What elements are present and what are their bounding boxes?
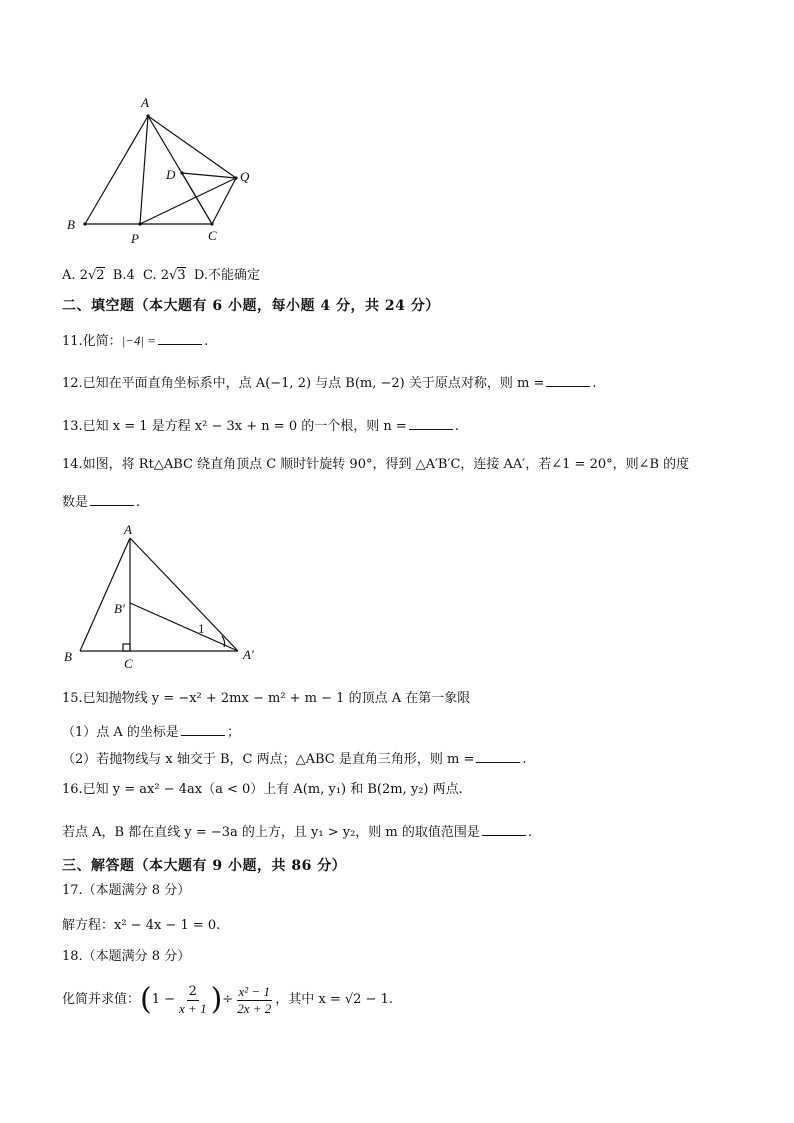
question-15-part-1 bbox=[62, 722, 240, 742]
label-a: A bbox=[124, 522, 132, 537]
fraction-2-numerator: x² − 1 bbox=[238, 983, 270, 999]
answer-blank[interactable] bbox=[546, 373, 590, 387]
q18-tail: ，其中 x = √2 − 1. bbox=[275, 992, 393, 1007]
segment-aq bbox=[148, 116, 236, 178]
question-15-part-2 bbox=[62, 749, 527, 769]
segment-ap bbox=[140, 116, 148, 224]
answer-blank[interactable] bbox=[158, 331, 202, 345]
segment-b2a2 bbox=[130, 603, 238, 651]
answer-blank[interactable] bbox=[476, 749, 520, 763]
q11-suffix: . bbox=[204, 334, 209, 349]
option-d: D.不能确定 bbox=[193, 268, 260, 283]
q16-suffix: . bbox=[527, 825, 533, 840]
q15-part2-suffix: . bbox=[522, 752, 527, 767]
fraction-2 bbox=[235, 984, 273, 1017]
angle-1-arc bbox=[222, 636, 225, 647]
section-3-title: 三、解答题（本大题有 9 小题，共 86 分） bbox=[62, 858, 347, 874]
left-paren: ( bbox=[140, 982, 152, 1017]
section-2-title: 二、填空题（本大题有 6 小题，每小题 4 分，共 24 分） bbox=[62, 298, 440, 314]
label-c: C bbox=[208, 228, 217, 243]
question-16-stem: 16.已知 y = ax² − 4ax（a < 0）上有 A(m, y₁) 和 B(2m, y₂) 两点. bbox=[62, 782, 463, 797]
right-angle-mark bbox=[123, 644, 130, 651]
label-c: C bbox=[124, 656, 133, 671]
segment-qc bbox=[212, 178, 236, 224]
question-14-line-2 bbox=[62, 492, 140, 512]
option-b: B.4 bbox=[112, 268, 135, 283]
q12-suffix: . bbox=[592, 376, 597, 391]
fraction-1-numerator: 2 bbox=[188, 983, 197, 999]
q16-line2-text: 若点 A，B 都在直线 y = −3a 的上方，且 y₁ > y₂，则 m 的取值范围是 bbox=[62, 825, 480, 840]
sqrt-symbol: √ bbox=[87, 268, 97, 283]
q15-part1-text: （1）点 A 的坐标是 bbox=[62, 725, 179, 740]
answer-blank[interactable] bbox=[90, 492, 134, 506]
fraction-2-denominator: 2x + 2 bbox=[237, 1000, 272, 1016]
fraction-1 bbox=[177, 984, 209, 1017]
label-a: A bbox=[141, 95, 149, 110]
segment-ab bbox=[85, 116, 148, 224]
right-paren: ) bbox=[210, 982, 223, 1017]
question-16-line-2 bbox=[62, 822, 532, 842]
label-q: Q bbox=[240, 169, 250, 184]
question-13 bbox=[62, 416, 459, 436]
q11-expr: |−4| = bbox=[121, 333, 157, 348]
q15-part1-suffix: ； bbox=[226, 725, 240, 740]
figure-1-quadrilateral bbox=[60, 92, 270, 244]
q12-text: 12.已知在平面直角坐标系中，点 A(−1, 2) 与点 B(m, −2) 关于原点对称，则 m = bbox=[62, 376, 545, 391]
sqrt-symbol: √ bbox=[169, 268, 178, 283]
q13-suffix: . bbox=[454, 419, 459, 434]
question-14-line-1: 14.如图，将 Rt△ABC 绕直角顶点 C 顺时针旋转 90°，得到 △A′B′C，连接 AA′，若∠1 = 20°，则∠B 的度 bbox=[62, 457, 690, 472]
q15-part2-text: （2）若抛物线与 x 轴交于 B，C 两点；△ABC 是直角三角形，则 m = bbox=[62, 752, 475, 767]
label-p: P bbox=[131, 231, 139, 244]
label-b: B bbox=[67, 217, 75, 232]
q13-text: 13.已知 x = 1 是方程 x² − 3x + n = 0 的一个根，则 n = bbox=[62, 419, 407, 434]
figure-2-rotated-triangle bbox=[58, 520, 268, 672]
question-18-body bbox=[62, 978, 393, 1022]
label-angle-1: 1 bbox=[198, 621, 205, 636]
option-a-radicand: 2 bbox=[96, 268, 105, 283]
q14-suffix: . bbox=[136, 495, 141, 510]
answer-blank[interactable] bbox=[181, 722, 225, 736]
q11-prefix: 11.化简： bbox=[62, 334, 122, 349]
segment-dc bbox=[182, 173, 212, 224]
segment-aa2 bbox=[130, 538, 238, 651]
answer-blank[interactable] bbox=[482, 822, 526, 836]
fraction-1-denominator: x + 1 bbox=[179, 1000, 207, 1016]
label-b: B bbox=[64, 649, 72, 664]
question-17-header: 17.（本题满分 8 分） bbox=[62, 883, 191, 898]
question-15-stem: 15.已知抛物线 y = −x² + 2mx − m² + m − 1 的顶点 A 在第一象限 bbox=[62, 691, 471, 706]
segment-ab bbox=[80, 538, 130, 651]
q18-one-minus: 1 − bbox=[151, 992, 176, 1007]
question-17-body: 解方程：x² − 4x − 1 = 0. bbox=[62, 918, 221, 933]
q14-line2-text: 数是 bbox=[62, 495, 89, 510]
segment-pq bbox=[140, 178, 236, 224]
question-11 bbox=[62, 331, 208, 351]
option-c-radicand: 3 bbox=[177, 268, 186, 283]
label-d: D bbox=[166, 167, 176, 182]
label-a-prime: A′ bbox=[243, 647, 254, 662]
option-c: C. 2 bbox=[143, 268, 170, 283]
label-b-prime: B′ bbox=[114, 601, 125, 616]
segment-dq bbox=[182, 173, 236, 178]
division-sign: ÷ bbox=[222, 992, 234, 1007]
q10-options bbox=[62, 267, 260, 285]
q18-prefix: 化简并求值： bbox=[62, 992, 141, 1007]
answer-blank[interactable] bbox=[409, 416, 453, 430]
option-a: A. 2 bbox=[62, 268, 88, 283]
question-18-header: 18.（本题满分 8 分） bbox=[62, 949, 191, 964]
question-12 bbox=[62, 373, 597, 393]
